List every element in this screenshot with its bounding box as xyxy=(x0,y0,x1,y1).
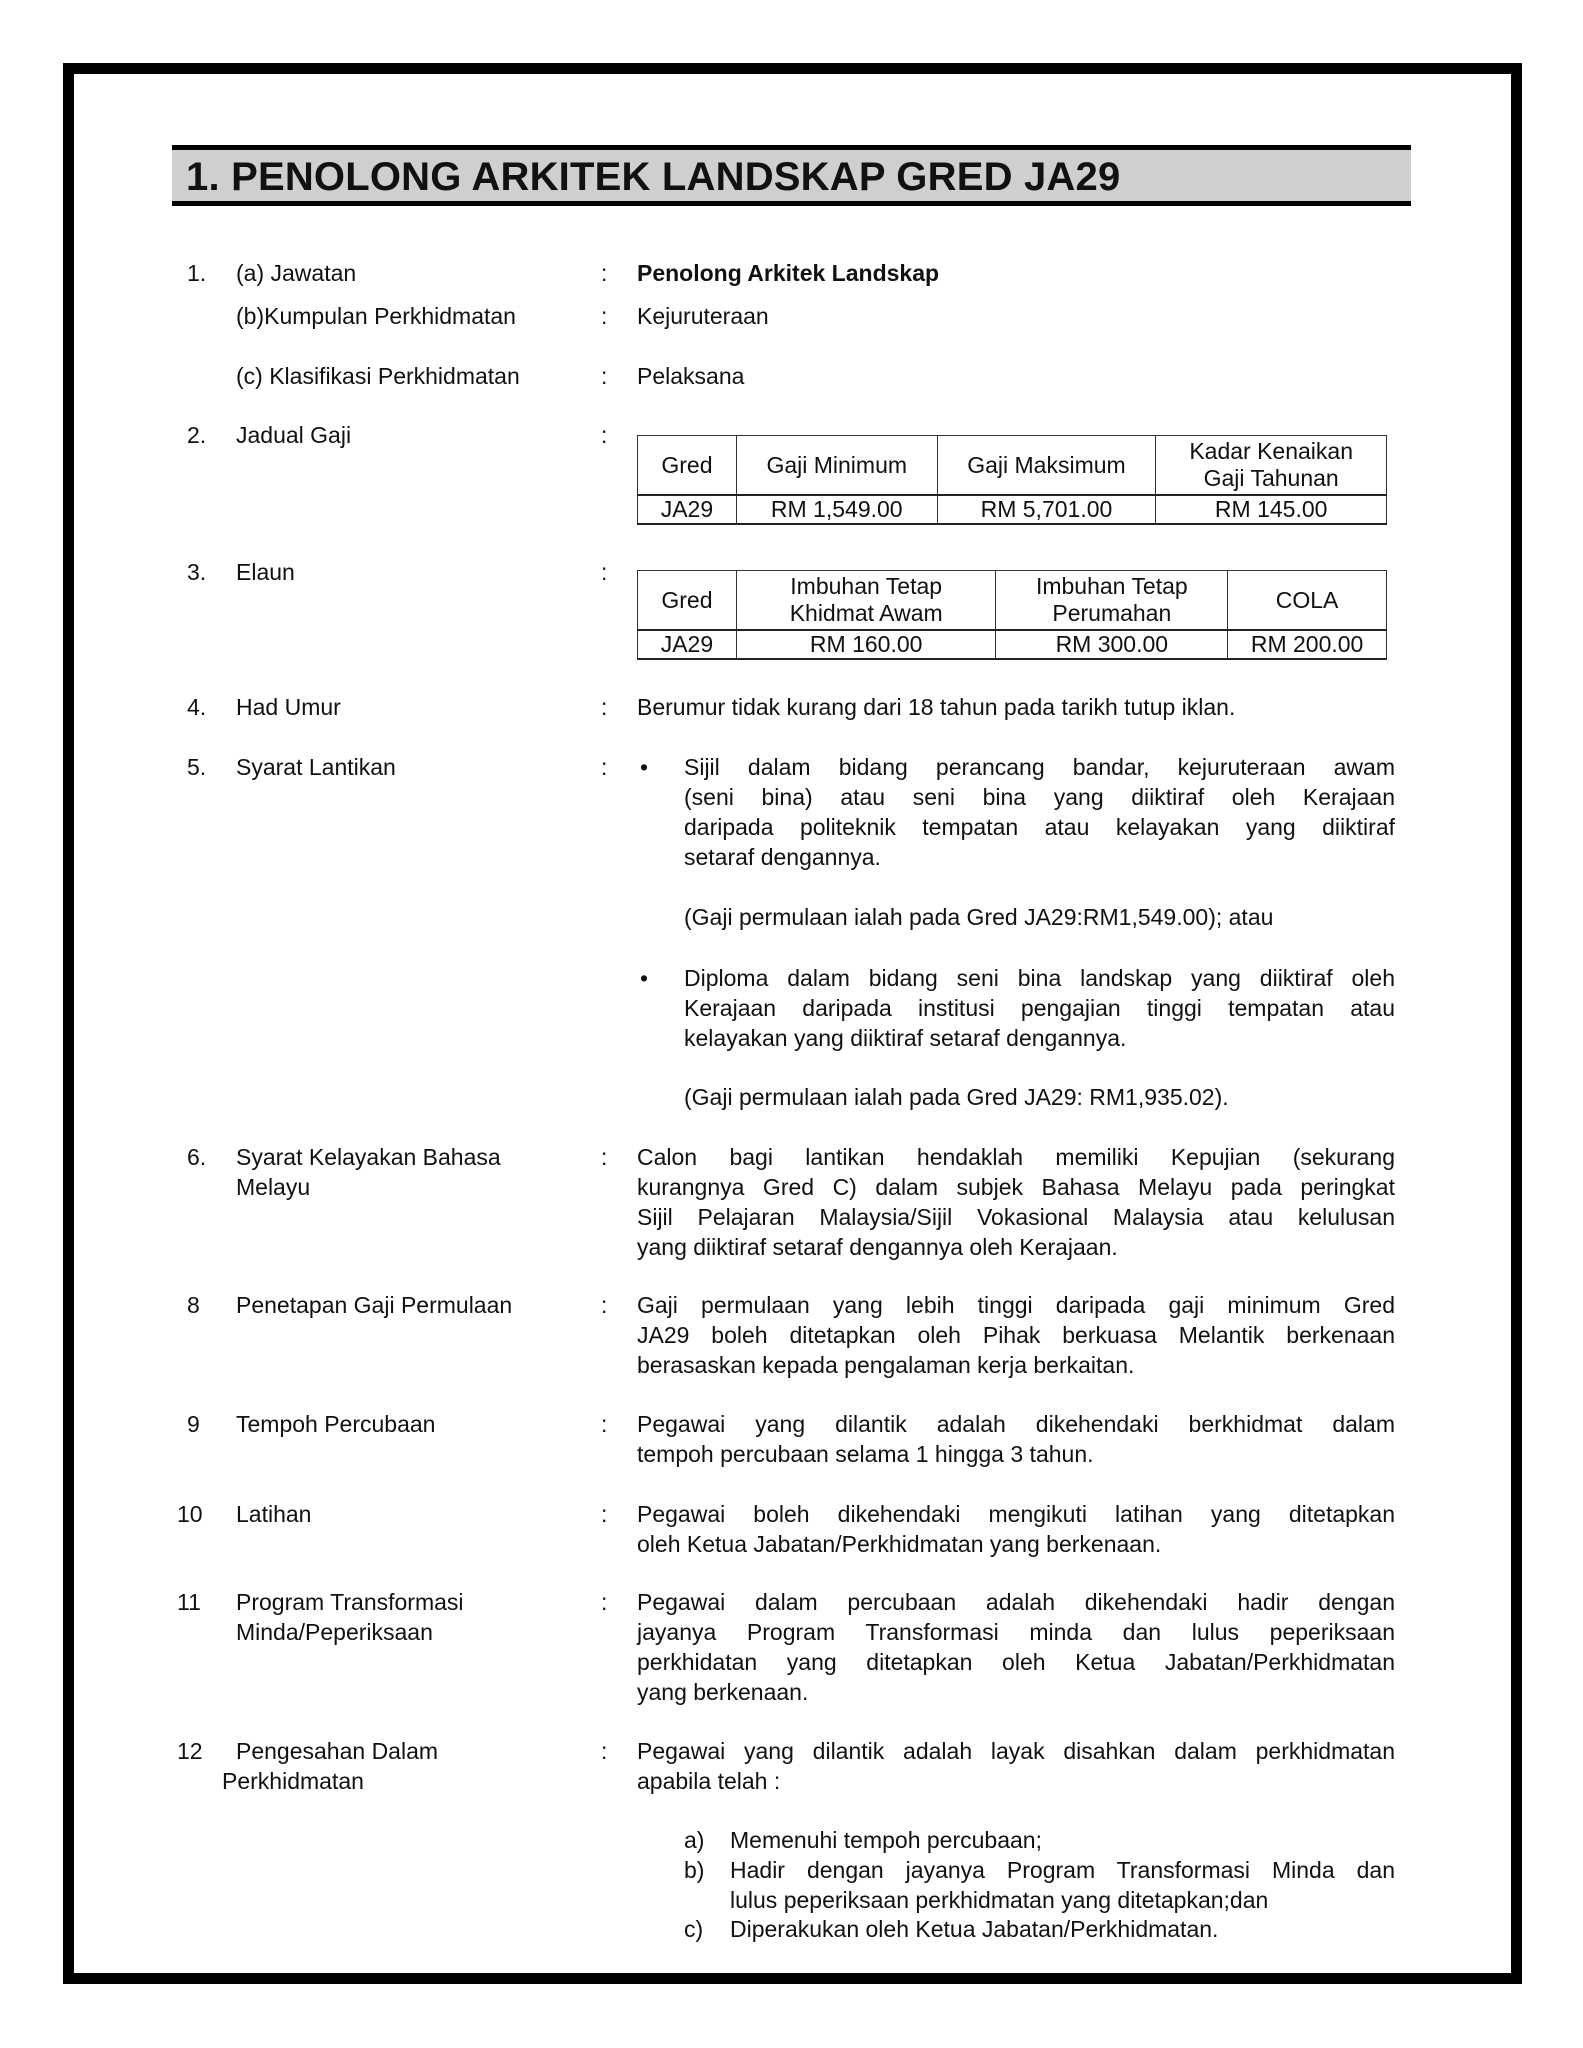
table-header-cell xyxy=(638,436,737,496)
header-line: Imbuhan Tetap xyxy=(790,573,943,599)
label-line: Pengesahan Dalam xyxy=(236,1738,439,1764)
item-value xyxy=(637,301,1395,331)
label-line: Latihan xyxy=(236,1501,312,1527)
text-line: Pegawai boleh dikehendaki mengikuti latihan yang ditetapkan xyxy=(637,1501,1395,1527)
table-header-row xyxy=(638,571,1387,631)
item-number: 9 xyxy=(187,1411,200,1437)
item-number: 11 xyxy=(177,1589,201,1615)
item-number: 6. xyxy=(187,1144,207,1170)
confirmation-condition xyxy=(730,1855,1395,1915)
colon: : xyxy=(601,1738,608,1764)
item-value xyxy=(637,1409,1395,1469)
text-line: Hadir dengan jayanya Program Transformasi Minda dan xyxy=(730,1857,1395,1883)
item-number: 10 xyxy=(177,1501,203,1527)
text-line: Pegawai yang dilantik adalah layak disahkan dalam perkhidmatan xyxy=(637,1738,1395,1764)
label-line: Elaun xyxy=(236,559,295,585)
table-header-cell xyxy=(1156,436,1387,496)
colon: : xyxy=(601,363,608,389)
header-line: Kadar Kenaikan xyxy=(1189,438,1353,464)
label-line: Had Umur xyxy=(236,694,341,720)
text-line: Kejuruteraan xyxy=(637,303,769,329)
item-number: 1. xyxy=(187,260,207,286)
table-cell: RM 300.00 xyxy=(996,630,1228,659)
label-line: Perkhidmatan xyxy=(222,1768,364,1794)
text-line: kurangnya Gred C) dalam subjek Bahasa Melayu pada peringkat xyxy=(637,1174,1395,1200)
item-label xyxy=(236,1587,464,1647)
table-header-cell xyxy=(996,571,1228,631)
item-value xyxy=(637,692,1395,722)
colon: : xyxy=(601,260,608,286)
label-line: Tempoh Percubaan xyxy=(236,1411,436,1437)
header-line: Gred xyxy=(661,586,713,613)
colon: : xyxy=(601,422,608,448)
salary-table xyxy=(637,435,1387,525)
text-line: (seni bina) atau seni bina yang diiktiraf oleh Kerajaan xyxy=(684,784,1395,810)
colon: : xyxy=(601,754,608,780)
label-line: Melayu xyxy=(236,1174,311,1200)
colon: : xyxy=(601,1144,608,1170)
text-line: Pegawai dalam percubaan adalah dikehendaki hadir dengan xyxy=(637,1589,1395,1615)
table-cell: RM 145.00 xyxy=(1156,495,1387,524)
table-header-row xyxy=(638,436,1387,496)
list-marker: a) xyxy=(684,1827,705,1853)
text-line: Berumur tidak kurang dari 18 tahun pada tarikh tutup iklan. xyxy=(637,694,1236,720)
confirmation-condition xyxy=(730,1914,1395,1944)
text-line: setaraf dengannya. xyxy=(684,844,881,870)
text-line: Gaji permulaan yang lebih tinggi daripada gaji minimum Gred xyxy=(637,1292,1395,1318)
item-number: 2. xyxy=(187,422,207,448)
text-line: daripada politeknik tempatan atau kelayakan yang diiktiraf xyxy=(684,814,1395,840)
table-cell: RM 160.00 xyxy=(736,630,996,659)
item-value xyxy=(637,361,1395,391)
label-line: Syarat Kelayakan Bahasa xyxy=(236,1144,501,1170)
item-number: 5. xyxy=(187,754,207,780)
label-line: Program Transformasi xyxy=(236,1589,464,1615)
item-label xyxy=(236,301,516,331)
text-line: Pelaksana xyxy=(637,363,745,389)
header-line: Gaji Minimum xyxy=(766,451,908,478)
table-header-cell xyxy=(937,436,1156,496)
text-line: JA29 boleh ditetapkan oleh Pihak berkuasa Melantik berkenaan xyxy=(637,1322,1395,1348)
header-line: Gred xyxy=(661,451,713,478)
section-title-band xyxy=(172,145,1411,206)
text-line: Diperakukan oleh Ketua Jabatan/Perkhidmatan. xyxy=(730,1916,1219,1942)
table-cell: RM 1,549.00 xyxy=(736,495,937,524)
item-label xyxy=(236,361,520,391)
text-line: Sijil Pelajaran Malaysia/Sijil Vokasional Malaysia atau kelulusan xyxy=(637,1204,1395,1230)
item-label xyxy=(236,557,295,587)
header-line: Gaji Tahunan xyxy=(1203,465,1339,491)
colon: : xyxy=(601,694,608,720)
bullet-icon: • xyxy=(640,965,649,991)
label-line: Jadual Gaji xyxy=(236,422,352,448)
item-value xyxy=(637,1587,1395,1707)
item-label xyxy=(236,258,356,288)
label-line: (a) Jawatan xyxy=(236,260,357,286)
text-line: Penolong Arkitek Landskap xyxy=(637,260,940,286)
text-line: yang berkenaan. xyxy=(637,1679,809,1705)
table-header-cell xyxy=(736,571,996,631)
table-cell: JA29 xyxy=(638,630,737,659)
item-label xyxy=(236,420,351,450)
text-line: perkhidatan yang ditetapkan oleh Ketua Jabatan/Perkhidmatan xyxy=(637,1649,1395,1675)
item-label xyxy=(236,692,341,722)
section-title: 1. PENOLONG ARKITEK LANDSKAP GRED JA29 xyxy=(186,155,1121,199)
item-number: 3. xyxy=(187,559,207,585)
qualification-text xyxy=(684,752,1395,872)
starting-salary-note: (Gaji permulaan ialah pada Gred JA29:RM1,549.00); atau xyxy=(684,904,1274,930)
label-line: Penetapan Gaji Permulaan xyxy=(236,1292,513,1318)
allowance-table xyxy=(637,570,1387,660)
text-line: Pegawai yang dilantik adalah dikehendaki berkhidmat dalam xyxy=(637,1411,1395,1437)
label-line: Minda/Peperiksaan xyxy=(236,1619,433,1645)
text-line: Kerajaan daripada institusi pengajian tinggi tempatan atau xyxy=(684,995,1395,1021)
text-line: lulus peperiksaan perkhidmatan yang ditetapkan;dan xyxy=(730,1887,1269,1913)
item-label xyxy=(236,1499,311,1529)
text-line: berasaskan kepada pengalaman kerja berkaitan. xyxy=(637,1352,1135,1378)
item-label xyxy=(222,1736,439,1796)
bullet-icon: • xyxy=(640,754,649,780)
colon: : xyxy=(601,1411,608,1437)
label-line: Syarat Lantikan xyxy=(236,754,396,780)
table-row xyxy=(638,630,1387,659)
item-label xyxy=(236,752,396,782)
confirmation-condition xyxy=(730,1825,1395,1855)
text-line: tempoh percubaan selama 1 hingga 3 tahun. xyxy=(637,1441,1094,1467)
text-line: jayanya Program Transformasi minda dan lulus peperiksaan xyxy=(637,1619,1395,1645)
header-line: COLA xyxy=(1275,586,1339,613)
table-cell: RM 200.00 xyxy=(1228,630,1387,659)
item-value xyxy=(637,1736,1395,1796)
item-label xyxy=(236,1142,501,1202)
text-line: apabila telah : xyxy=(637,1768,781,1794)
table-header-cell xyxy=(1228,571,1387,631)
text-line: Diploma dalam bidang seni bina landskap yang diiktiraf oleh xyxy=(684,965,1395,991)
table-cell: RM 5,701.00 xyxy=(937,495,1156,524)
item-value xyxy=(637,1142,1395,1262)
text-line: Calon bagi lantikan hendaklah memiliki Kepujian (sekurang xyxy=(637,1144,1395,1170)
text-line: Sijil dalam bidang perancang bandar, kejuruteraan awam xyxy=(684,754,1395,780)
item-value xyxy=(637,1499,1395,1559)
text-line: kelayakan yang diiktiraf setaraf dengannya. xyxy=(684,1025,1127,1051)
table-cell: JA29 xyxy=(638,495,737,524)
label-line: (b)Kumpulan Perkhidmatan xyxy=(236,303,516,329)
table-header-cell xyxy=(736,436,937,496)
list-marker: c) xyxy=(684,1916,704,1942)
colon: : xyxy=(601,1501,608,1527)
item-number: 8 xyxy=(187,1292,200,1318)
starting-salary-note: (Gaji permulaan ialah pada Gred JA29: RM1,935.02). xyxy=(684,1084,1229,1110)
item-number: 4. xyxy=(187,694,207,720)
colon: : xyxy=(601,303,608,329)
table-row xyxy=(638,495,1387,524)
table-header-cell xyxy=(638,571,737,631)
list-marker: b) xyxy=(684,1857,705,1883)
label-line: (c) Klasifikasi Perkhidmatan xyxy=(236,363,520,389)
header-line: Imbuhan Tetap xyxy=(1035,573,1188,599)
header-line: Perumahan xyxy=(1052,600,1172,626)
item-label xyxy=(236,1290,512,1320)
text-line: oleh Ketua Jabatan/Perkhidmatan yang berkenaan. xyxy=(637,1531,1162,1557)
header-line: Khidmat Awam xyxy=(789,600,943,626)
item-value xyxy=(637,258,1395,288)
text-line: yang diiktiraf setaraf dengannya oleh Kerajaan. xyxy=(637,1234,1118,1260)
colon: : xyxy=(601,1292,608,1318)
text-line: Memenuhi tempoh percubaan; xyxy=(730,1827,1042,1853)
qualification-text xyxy=(684,963,1395,1053)
item-number: 12 xyxy=(177,1738,203,1764)
colon: : xyxy=(601,1589,608,1615)
header-line: Gaji Maksimum xyxy=(967,451,1126,478)
item-label xyxy=(236,1409,435,1439)
colon: : xyxy=(601,559,608,585)
item-value xyxy=(637,1290,1395,1380)
